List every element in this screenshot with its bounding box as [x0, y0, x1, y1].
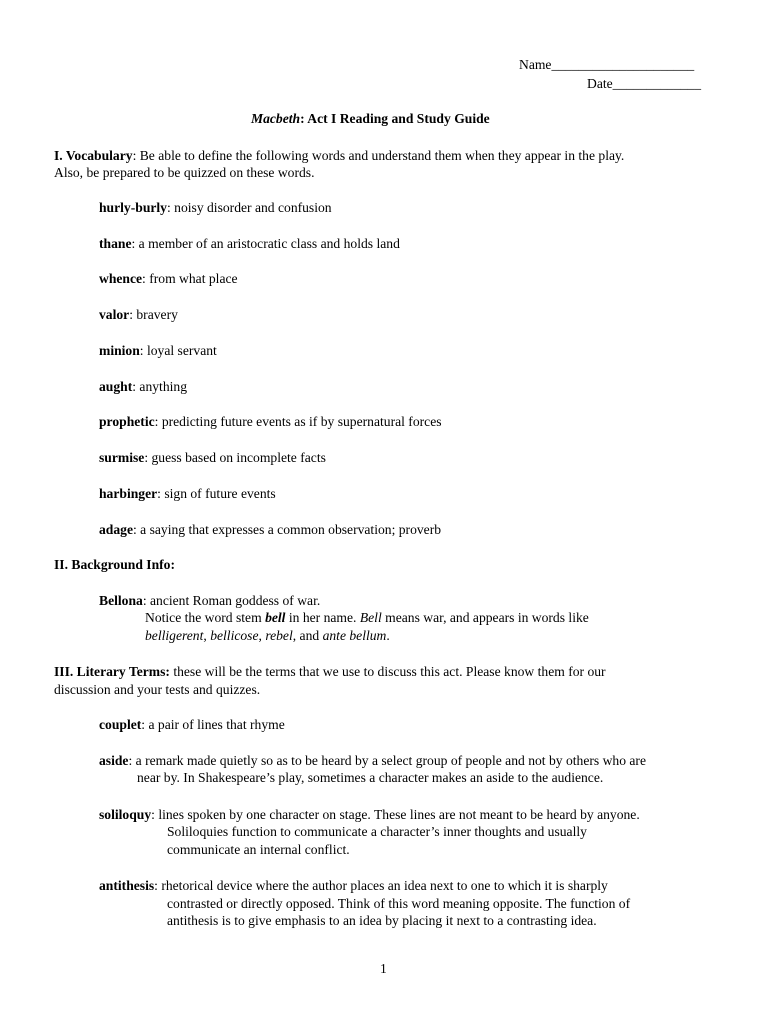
- vocab-def: : anything: [132, 379, 187, 394]
- vocab-def: : a member of an aristocratic class and holds land: [131, 236, 400, 251]
- literary-intro-line2: discussion and your tests and quizzes.: [54, 682, 261, 697]
- page-title: [251, 110, 490, 127]
- example-word: ante bellum: [322, 628, 387, 643]
- example-sep: ,: [258, 628, 266, 643]
- name-line: Name_____________________: [519, 57, 695, 72]
- term: soliloquy: [99, 807, 152, 822]
- background-item: [99, 592, 320, 609]
- aside-def-line2: near by. In Shakespeare’s play, sometimes a character makes an aside to the audience.: [137, 770, 604, 785]
- vocab-term: prophetic: [99, 414, 155, 429]
- example-sep: , and: [292, 628, 323, 643]
- title-rest: : Act I Reading and Study Guide: [300, 111, 490, 126]
- word-bell: Bell: [359, 610, 382, 625]
- vocab-term: surmise: [99, 450, 145, 465]
- vocab-item: [99, 449, 326, 466]
- literary-intro: [54, 663, 606, 680]
- vocab-item: [99, 306, 178, 323]
- literary-term-couplet: [99, 716, 285, 733]
- literary-intro-text: these will be the terms that we use to discuss this act. Please know them for our: [169, 664, 606, 679]
- vocab-item: [99, 199, 332, 216]
- term: couplet: [99, 717, 142, 732]
- vocab-term: aught: [99, 379, 133, 394]
- example-word: bellicose: [210, 628, 259, 643]
- word-stem-bell: bell: [265, 610, 286, 625]
- vocab-term: valor: [99, 307, 130, 322]
- background-heading: II. Background Info:: [54, 557, 175, 572]
- example-word: rebel: [265, 628, 293, 643]
- soliloquy-def-line2: Soliloquies function to communicate a character’s inner thoughts and usually: [167, 824, 587, 839]
- note-text-c: means war, and appears in words like: [381, 610, 589, 625]
- background-term: Bellona: [99, 593, 143, 608]
- vocab-def: : loyal servant: [139, 343, 217, 358]
- vocab-def: : noisy disorder and confusion: [166, 200, 332, 215]
- antithesis-def-line2: contrasted or directly opposed. Think of this word meaning opposite. The function of: [167, 896, 631, 911]
- vocabulary-intro-text: : Be able to define the following words and understand them when they appear in the play.: [132, 148, 625, 163]
- term-def: : a pair of lines that rhyme: [141, 717, 285, 732]
- vocabulary-intro: [54, 147, 624, 164]
- term-def: : lines spoken by one character on stage. These lines are not meant to be heard by anyone.: [151, 807, 640, 822]
- vocab-term: thane: [99, 236, 132, 251]
- vocab-item: [99, 378, 187, 395]
- term: aside: [99, 753, 129, 768]
- term-def: : a remark made quietly so as to be heard by a select group of people and not by others who are: [128, 753, 646, 768]
- literary-term-aside: [99, 752, 646, 769]
- term-def: : rhetorical device where the author places an idea next to one to which it is sharply: [154, 878, 608, 893]
- soliloquy-def-line3: communicate an internal conflict.: [167, 842, 350, 857]
- page-number: 1: [380, 961, 387, 976]
- note-text-b: in her name.: [285, 610, 360, 625]
- vocab-def: : guess based on incomplete facts: [144, 450, 326, 465]
- vocab-item: [99, 270, 238, 287]
- vocabulary-heading: I. Vocabulary: [54, 148, 133, 163]
- vocab-def: : from what place: [142, 271, 238, 286]
- date-line: Date_____________: [587, 76, 702, 91]
- antithesis-def-line3: antithesis is to give emphasis to an idea by placing it next to a contrasting idea.: [167, 913, 597, 928]
- literary-term-soliloquy: [99, 806, 640, 823]
- vocab-term: adage: [99, 522, 133, 537]
- background-examples: [145, 627, 390, 644]
- literary-term-antithesis: [99, 877, 608, 894]
- vocabulary-intro-line2: Also, be prepared to be quizzed on these words.: [54, 165, 315, 180]
- vocab-term: hurly-burly: [99, 200, 167, 215]
- term: antithesis: [99, 878, 155, 893]
- vocab-term: minion: [99, 343, 140, 358]
- note-text-a: Notice the word stem: [145, 610, 266, 625]
- example-sep: ,: [203, 628, 211, 643]
- example-end: .: [386, 628, 390, 643]
- vocab-def: : sign of future events: [157, 486, 276, 501]
- vocab-item: [99, 235, 400, 252]
- vocab-term: whence: [99, 271, 143, 286]
- vocab-term: harbinger: [99, 486, 158, 501]
- background-note: [145, 609, 589, 626]
- background-def: : ancient Roman goddess of war.: [142, 593, 321, 608]
- vocab-item: [99, 342, 217, 359]
- vocab-def: : predicting future events as if by supernatural forces: [154, 414, 442, 429]
- literary-heading: III. Literary Terms:: [54, 664, 170, 679]
- vocab-item: [99, 521, 441, 538]
- example-word: belligerent: [145, 628, 204, 643]
- title-play-name: Macbeth: [251, 111, 301, 126]
- vocab-item: [99, 485, 276, 502]
- vocab-item: [99, 413, 442, 430]
- vocab-def: : bravery: [129, 307, 178, 322]
- vocab-def: : a saying that expresses a common observation; proverb: [132, 522, 442, 537]
